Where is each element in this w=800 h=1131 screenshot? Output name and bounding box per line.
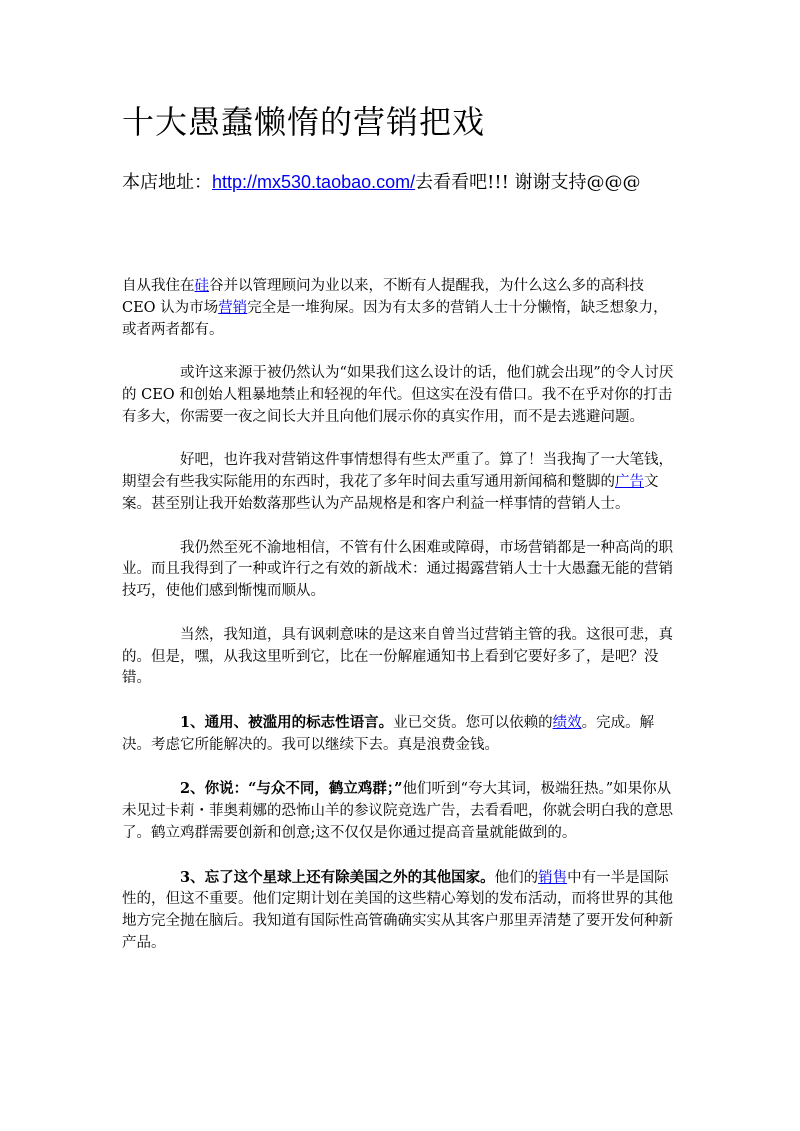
paragraph-text: 他们的 xyxy=(494,869,539,886)
link-silicon[interactable]: 硅 xyxy=(194,278,209,294)
paragraph-text: 业已交货。您可以依赖的 xyxy=(393,714,553,731)
link-marketing[interactable]: 营销 xyxy=(218,299,248,316)
paragraph-text: 文案。甚至别让我开始数落那些认为产品规格是和客户利益一样事情的营销人士。 xyxy=(122,474,659,512)
paragraph-8 xyxy=(122,867,682,955)
page-title: 十大愚蠢懒惰的营销把戏 xyxy=(122,103,486,141)
paragraph-1 xyxy=(122,276,682,341)
shop-address-prefix: 本店地址： xyxy=(122,172,212,193)
paragraph-2: 或许这来源于被仍然认为“如果我们这么设计的话，他们就会出现”的令人讨厌的 CEO 和创始人粗暴地禁止和轻视的年代。但这实在没有借口。我不在乎对你的打击有多大，你需要一夜之间长大并且向他们展示你的真实作用，而不是去逃避问题。 xyxy=(122,365,674,425)
paragraph-5: 当然，我知道，具有讽刺意味的是这来自曾当过营销主管的我。这很可悲，真的。但是，嘿，从我这里听到它，比在一份解雇通知书上看到它要好多了，是吧？没错。 xyxy=(122,626,673,687)
paragraph-text: 好吧，也许我对营销这件事情想得有些太严重了。算了！当我掏了一大笔钱，期望会有些我实际能用的东西时，我花了多年时间去重写通用新闻稿和蹩脚的 xyxy=(122,452,673,491)
paragraph-text: 。完成。解决。考虑它所能解决的。我可以继续下去。真是浪费金钱。 xyxy=(122,714,655,753)
paragraph-text: 自从我住在 xyxy=(122,278,195,294)
paragraph-4: 我仍然至死不渝地相信，不管有什么困难或障碍，市场营销都是一种高尚的职业。而且我得到了一种或许行之有效的新战术：通过揭露营销人士十大愚蠢无能的营销技巧，使他们感到惭愧而顺从。 xyxy=(122,539,673,600)
link-performance[interactable]: 绩效 xyxy=(552,714,582,731)
shop-address-suffix: 去看看吧!!! 谢谢支持@@@ xyxy=(415,172,641,193)
paragraph-text: 完全是一堆狗屎。因为有太多的营销人士十分懒惰，缺乏想象力，或者两者都有。 xyxy=(122,299,668,338)
paragraph-6 xyxy=(122,712,682,757)
paragraph-text: 中有一半是国际性的，但这不重要。他们定期计划在美国的这些精心筹划的发布活动，而将世界的其他地方完全抛在脑后。我知道有国际性高管确确实实从其客户那里弄清楚了要开发何种新产品。 xyxy=(122,869,673,951)
paragraph-7 xyxy=(122,778,682,844)
point-heading-3: 3、忘了这个星球上还有除美国之外的其他国家。 xyxy=(180,868,495,886)
shop-link[interactable]: http://mx530.taobao.com/ xyxy=(212,172,416,192)
paragraph-3 xyxy=(122,450,682,515)
point-heading-1: 1、通用、被滥用的标志性语言。 xyxy=(180,713,394,731)
shop-address-line xyxy=(122,168,641,194)
link-advertising[interactable]: 广告 xyxy=(615,474,644,491)
link-sales[interactable]: 销售 xyxy=(538,869,568,886)
paragraph-text: 谷并以管理顾问为业以来，不断有人提醒我，为什么这么多的高科技 CEO 认为市场 xyxy=(122,278,644,316)
paragraph-text: 他们听到“夸大其词，极端狂热。”如果你从未见过卡莉・菲奥莉娜的恐怖山羊的参议院竞选广告，去看看吧，你就会明白我的意思了。鹤立鸡群需要创新和创意;这不仅仅是你通过提高音量就能做到的。 xyxy=(122,781,673,841)
article-body xyxy=(122,276,682,977)
point-heading-2: 2、你说：“与众不同，鹤立鸡群；” xyxy=(180,780,403,798)
